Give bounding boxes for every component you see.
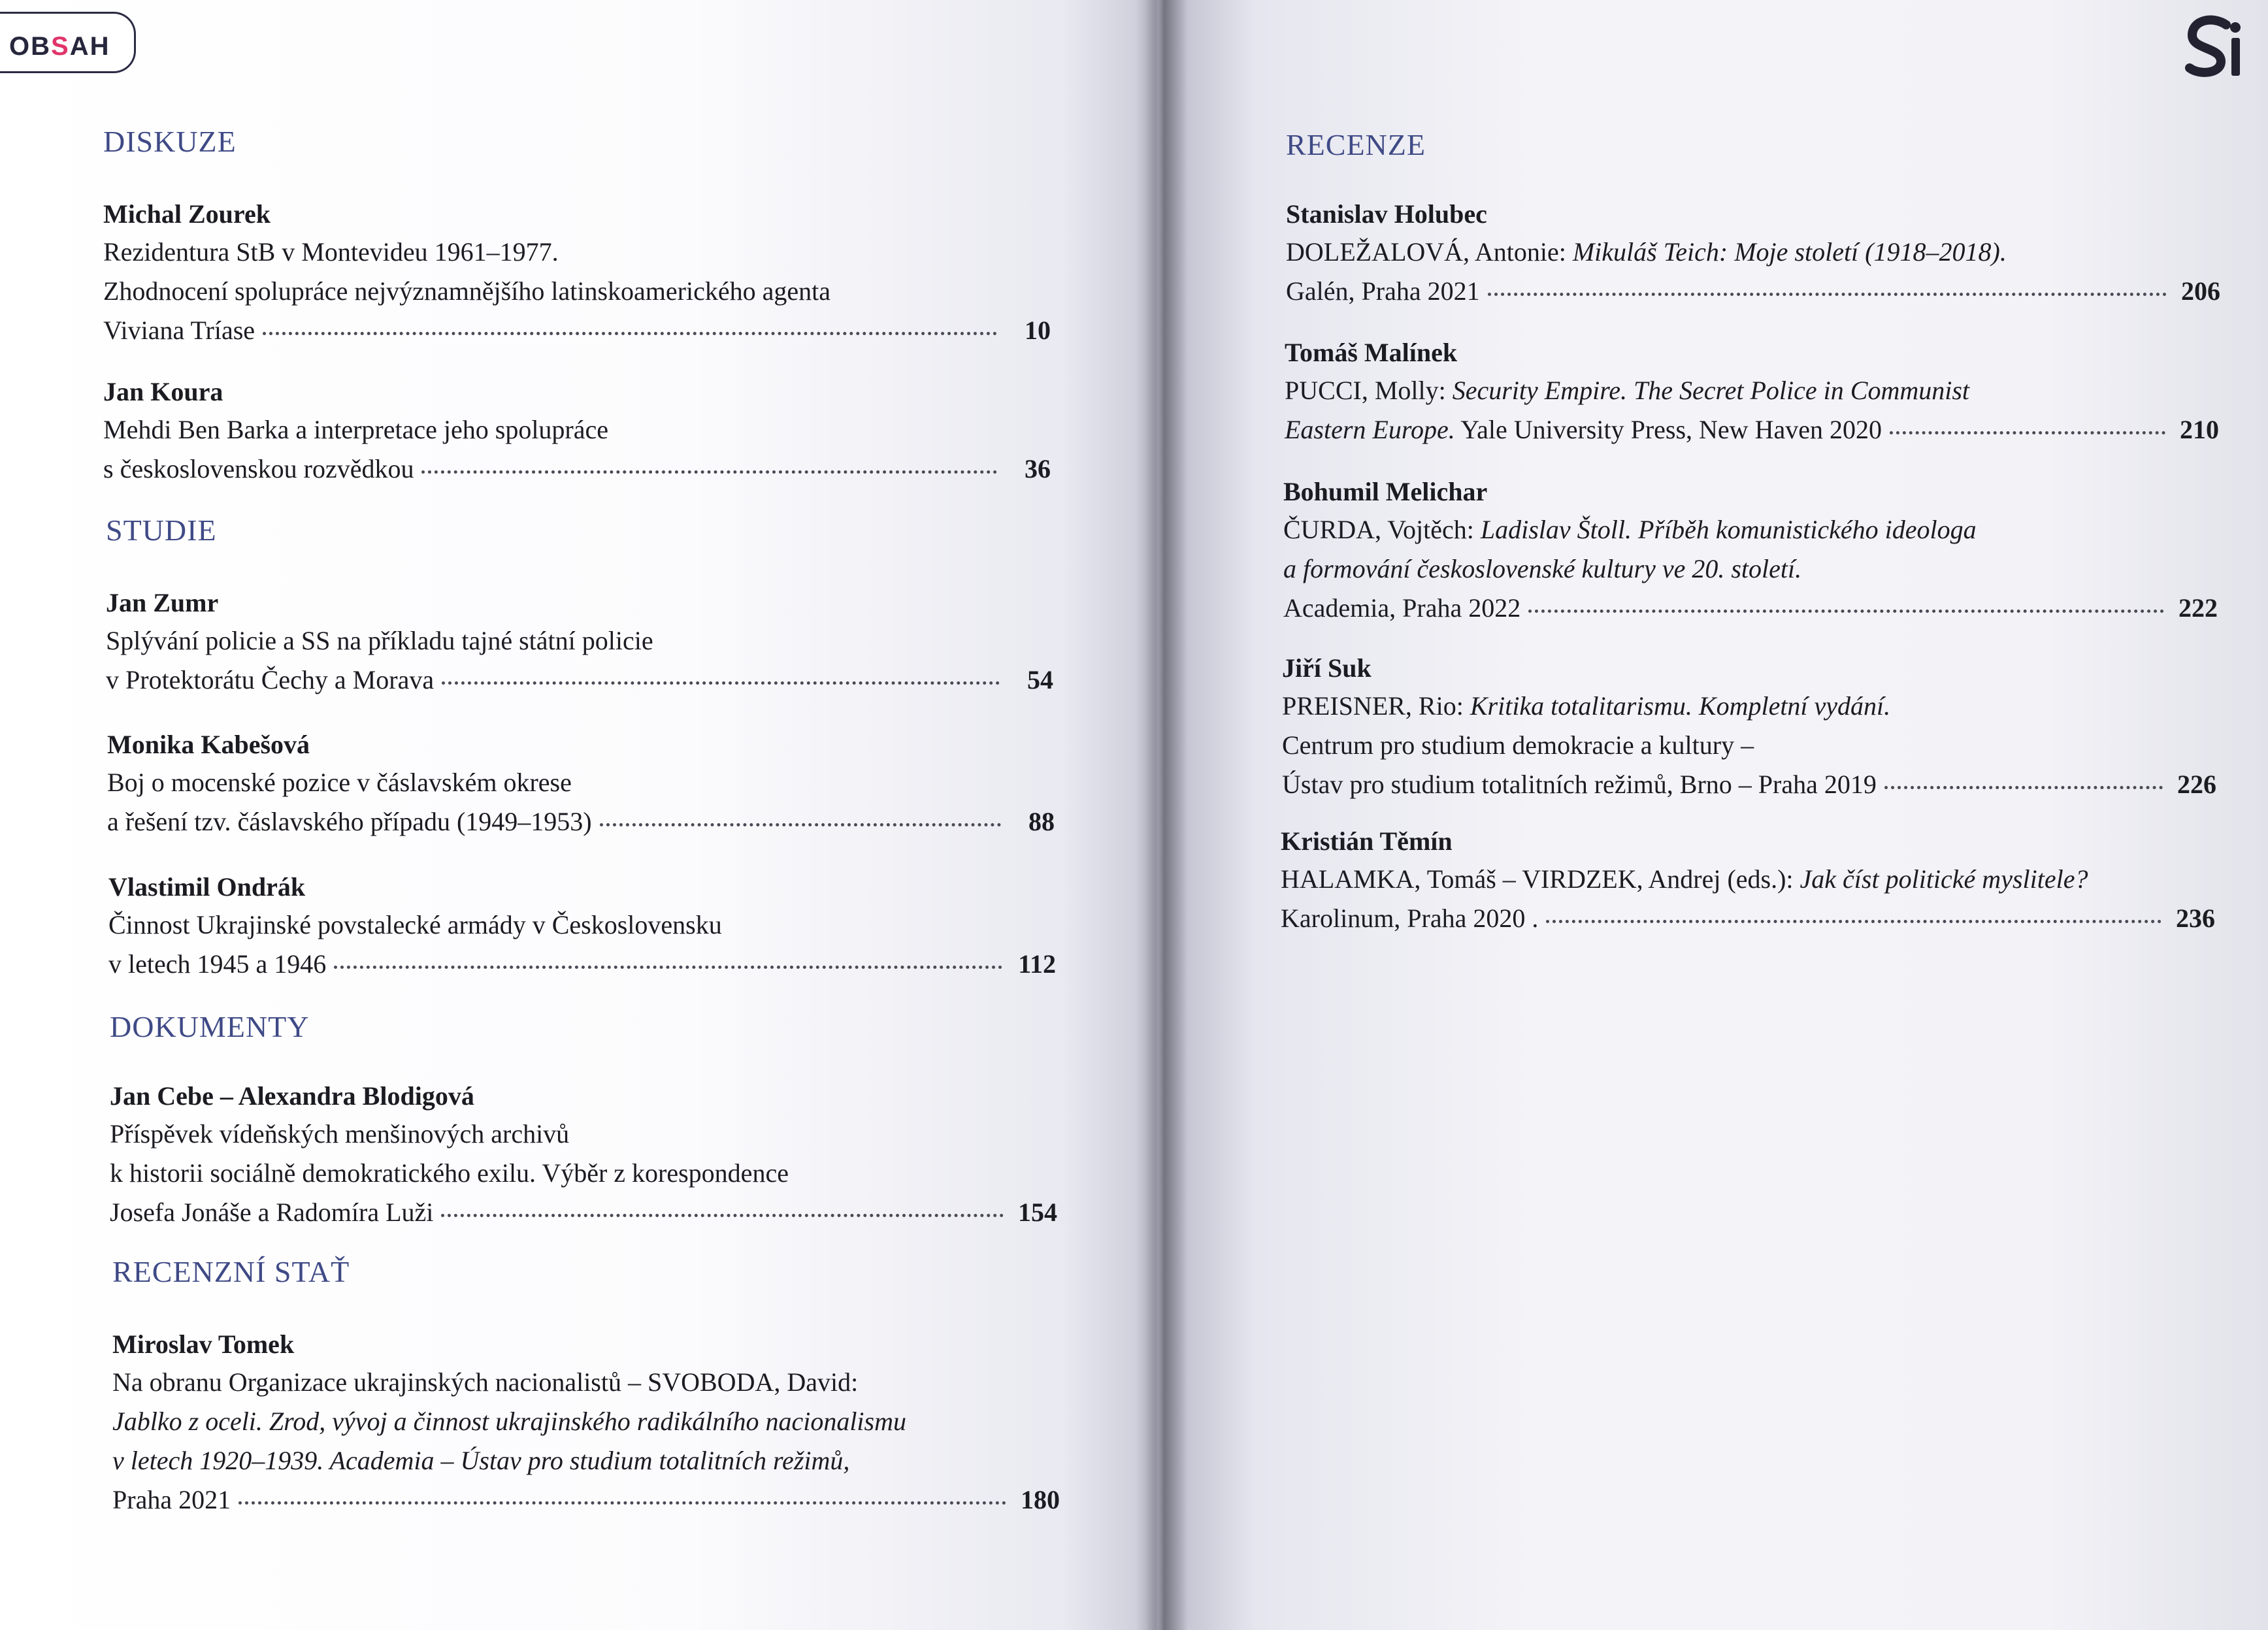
section-title-diskuze: DISKUZE bbox=[103, 125, 237, 158]
dot-leader bbox=[334, 964, 1002, 969]
dot-leader bbox=[1546, 919, 2161, 923]
entry-title-line: Centrum pro studium demokracie a kultury – bbox=[1282, 730, 1754, 760]
entry-last-line bbox=[108, 945, 1056, 984]
book-gutter bbox=[1136, 0, 1188, 1630]
page-number: 222 bbox=[2178, 593, 2218, 623]
entry-last-line bbox=[110, 1193, 1057, 1232]
dot-leader bbox=[421, 469, 997, 474]
page-number: 226 bbox=[2177, 770, 2216, 799]
entry-last-line bbox=[1283, 589, 2218, 628]
page-number: 154 bbox=[1018, 1198, 1057, 1227]
entry-last-line bbox=[1282, 765, 2216, 804]
entry-title-line: HALAMKA, Tomáš – VIRDZEK, Andrej (eds.): Jak číst politické myslitele? bbox=[1281, 864, 2088, 894]
section-title-recenze: RECENZE bbox=[1286, 128, 1426, 161]
entry-last-line bbox=[106, 660, 1053, 700]
page-number: 88 bbox=[1028, 807, 1055, 836]
entry-author: Tomáš Malínek bbox=[1285, 338, 1458, 367]
entry-author: Stanislav Holubec bbox=[1286, 199, 1487, 229]
entry-author: Jiří Suk bbox=[1282, 653, 1372, 683]
dot-leader bbox=[238, 1500, 1006, 1505]
entry-title-line: Příspěvek vídeňských menšinových archivů bbox=[110, 1119, 570, 1149]
toc-entry bbox=[1282, 650, 2216, 804]
entry-title-line: Josefa Jonáše a Radomíra Luži bbox=[110, 1198, 434, 1227]
entry-title-line: PUCCI, Molly: Security Empire. The Secret Police in Communist bbox=[1285, 376, 1970, 405]
entry-title-line: Academia, Praha 2022 bbox=[1283, 593, 1521, 623]
toc-entry bbox=[106, 585, 1053, 700]
right-page bbox=[1157, 0, 2268, 1630]
page-number: 180 bbox=[1021, 1485, 1060, 1514]
toc-entry bbox=[103, 196, 1051, 350]
entry-title-line: Mehdi Ben Barka a interpretace jeho spolupráce bbox=[103, 415, 609, 444]
toc-entry bbox=[110, 1078, 1057, 1232]
entry-title-line: Eastern Europe. Yale University Press, New Haven 2020 bbox=[1285, 415, 1882, 444]
page-number: 236 bbox=[2176, 904, 2215, 933]
entry-title-line: Činnost Ukrajinské povstalecké armády v Československu bbox=[108, 910, 722, 939]
dot-leader bbox=[441, 1213, 1004, 1217]
dot-leader bbox=[442, 680, 1000, 685]
section-title-studie: STUDIE bbox=[106, 513, 217, 547]
page-number: 210 bbox=[2180, 415, 2219, 444]
section-title-dokumenty: DOKUMENTY bbox=[110, 1010, 310, 1043]
entry-last-line bbox=[1286, 272, 2220, 311]
entry-title-line: DOLEŽALOVÁ, Antonie: Mikuláš Teich: Moje století (1918–2018). bbox=[1286, 237, 2007, 267]
toc-entry bbox=[1281, 823, 2215, 938]
entry-title-line: a řešení tzv. čáslavského případu (1949–1953) bbox=[107, 807, 592, 836]
page-number: 10 bbox=[1025, 316, 1051, 345]
dot-leader bbox=[600, 822, 1001, 826]
toc-entry bbox=[103, 374, 1051, 489]
journal-logo-icon bbox=[2180, 13, 2246, 85]
entry-author: Jan Zumr bbox=[106, 588, 219, 617]
section-title-recenzni-stat: RECENZNÍ STAŤ bbox=[112, 1255, 350, 1288]
entry-title-line: Karolinum, Praha 2020 . bbox=[1281, 904, 1539, 933]
entry-title-line: Praha 2021 bbox=[112, 1485, 231, 1514]
entry-author: Monika Kabešová bbox=[107, 730, 310, 759]
dot-leader bbox=[1884, 785, 2163, 789]
entry-title-line: Na obranu Organizace ukrajinských nacionalistů – SVOBODA, David: bbox=[112, 1367, 859, 1397]
entry-title-line: Galén, Praha 2021 bbox=[1286, 276, 1480, 306]
page-number: 206 bbox=[2181, 276, 2220, 306]
entry-last-line bbox=[107, 802, 1055, 841]
entry-title-line: Rezidentura StB v Montevideu 1961–1977. bbox=[103, 237, 559, 267]
entry-title-line: v letech 1920–1939. Academia – Ústav pro studium totalitních režimů, bbox=[112, 1446, 850, 1475]
entry-author: Michal Zourek bbox=[103, 199, 271, 229]
dot-leader bbox=[1890, 430, 2165, 434]
entry-title-line: Boj o mocenské pozice v čáslavském okrese bbox=[107, 768, 572, 797]
entry-title-line: PREISNER, Rio: Kritika totalitarismu. Kompletní vydání. bbox=[1282, 691, 1891, 721]
page-number: 54 bbox=[1027, 665, 1053, 694]
entry-last-line bbox=[1281, 899, 2215, 938]
toc-entry bbox=[1285, 334, 2219, 449]
entry-author: Kristián Těmín bbox=[1281, 826, 1453, 856]
entry-title-line: Zhodnocení spolupráce nejvýznamnějšího latinskoamerického agenta bbox=[103, 276, 830, 306]
entry-title-line: Splývání policie a SS na příkladu tajné státní policie bbox=[106, 626, 653, 655]
entry-title-line: Jablko z oceli. Zrod, vývoj a činnost ukrajinského radikálního nacionalismu bbox=[112, 1407, 906, 1436]
entry-title-line: k historii sociálně demokratického exilu. Výběr z korespondence bbox=[110, 1158, 789, 1188]
dot-leader bbox=[1488, 291, 2167, 296]
entry-last-line bbox=[103, 311, 1051, 350]
entry-last-line bbox=[103, 449, 1051, 489]
entry-title-line: a formování československé kultury ve 20. století. bbox=[1283, 554, 1802, 583]
toc-entry bbox=[1283, 474, 2218, 628]
dot-leader bbox=[1528, 608, 2164, 613]
entry-last-line bbox=[112, 1480, 1060, 1520]
entry-author: Jan Cebe – Alexandra Blodigová bbox=[110, 1081, 474, 1111]
entry-author: Bohumil Melichar bbox=[1283, 477, 1488, 506]
toc-entry bbox=[108, 869, 1056, 984]
entry-title-line: v Protektorátu Čechy a Morava bbox=[106, 665, 435, 694]
entry-title-line: Ústav pro studium totalitních režimů, Brno – Praha 2019 bbox=[1282, 770, 1877, 799]
dot-leader bbox=[263, 331, 997, 335]
page-number: 36 bbox=[1025, 454, 1051, 483]
entry-author: Miroslav Tomek bbox=[112, 1329, 295, 1359]
entry-title-line: v letech 1945 a 1946 bbox=[108, 949, 327, 979]
toc-entry bbox=[1286, 196, 2220, 311]
toc-entry bbox=[112, 1326, 1060, 1520]
entry-author: Vlastimil Ondrák bbox=[108, 872, 306, 902]
contents-tab bbox=[0, 12, 136, 73]
entry-last-line bbox=[1285, 410, 2219, 449]
toc-entry bbox=[107, 726, 1055, 841]
entry-title-line: Viviana Tríase bbox=[103, 316, 255, 345]
page-number: 112 bbox=[1018, 949, 1056, 979]
contents-tab-label: OBSAH bbox=[9, 32, 110, 61]
entry-title-line: ČURDA, Vojtěch: Ladislav Štoll. Příběh komunistického ideologa bbox=[1283, 515, 1977, 544]
entry-title-line: s československou rozvědkou bbox=[103, 454, 414, 483]
entry-author: Jan Koura bbox=[103, 377, 223, 406]
